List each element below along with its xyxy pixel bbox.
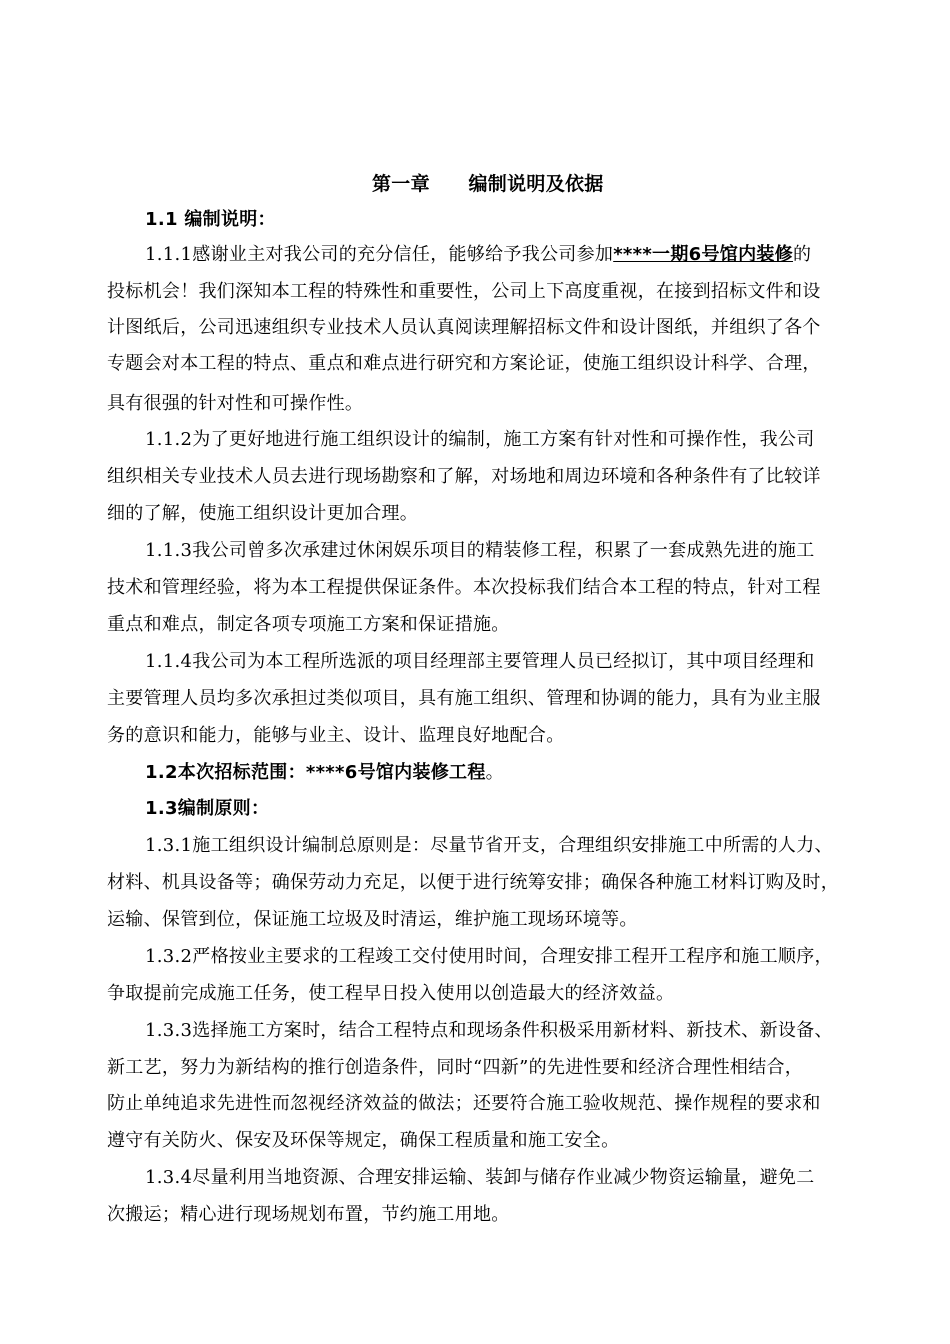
paragraph-1-3-2-line-1: 1.3.2严格按业主要求的工程竣工交付使用时间，合理安排工程开工程序和施工顺序， xyxy=(145,946,833,967)
paragraph-1-3-3-line-1: 1.3.3选择施工方案时，结合工程特点和现场条件积极采用新材料、新技术、新设备、 xyxy=(145,1020,833,1041)
paragraph-1-1-3-line-2: 技术和管理经验，将为本工程提供保证条件。本次投标我们结合本工程的特点，针对工程 xyxy=(107,577,821,598)
section-heading-1-3: 1.3编制原则： xyxy=(145,798,270,819)
paragraph-1-3-2-line-2: 争取提前完成施工任务，使工程早日投入使用以创造最大的经济效益。 xyxy=(107,983,675,1004)
paragraph-1-3-3-line-4: 遵守有关防火、保安及环保等规定，确保工程质量和施工安全。 xyxy=(107,1130,620,1151)
paragraph-1-3-1-line-1: 1.3.1施工组织设计编制总原则是：尽量节省开支，合理组织安排施工中所需的人力、 xyxy=(145,835,833,856)
paragraph-1-3-4-line-1: 1.3.4尽量利用当地资源、合理安排运输、装卸与储存作业减少物资运输量，避免二 xyxy=(145,1167,815,1188)
paragraph-1-1-1-line-1 xyxy=(145,243,811,267)
paragraph-1-1-1-line-2: 投标机会！我们深知本工程的特殊性和重要性，公司上下高度重视，在接到招标文件和设 xyxy=(107,281,821,302)
bid-scope-tail: 。 xyxy=(485,762,504,783)
paragraph-1-3-3-line-2: 新工艺，努力为新结构的推行创造条件，同时“四新”的先进性要和经济合理性相结合， xyxy=(107,1057,804,1078)
paragraph-1-1-1-line-4: 专题会对本工程的特点、重点和难点进行研究和方案论证，使施工组织设计科学、合理， xyxy=(107,353,821,374)
paragraph-text: 1.1.1感谢业主对我公司的充分信任，能够给予我公司参加 xyxy=(145,244,614,265)
paragraph-1-3-4-line-2: 次搬运；精心进行现场规划布置，节约施工用地。 xyxy=(107,1204,510,1225)
paragraph-1-1-1-line-3: 计图纸后，公司迅速组织专业技术人员认真阅读理解招标文件和设计图纸，并组织了各个 xyxy=(107,317,821,338)
chapter-title: 第一章 编制说明及依据 xyxy=(372,173,604,195)
bid-scope-label: 1.2本次招标范围：****6号馆内装修工程 xyxy=(145,762,486,783)
paragraph-1-1-2-line-3: 细的了解，使施工组织设计更加合理。 xyxy=(107,503,419,524)
paragraph-1-3-1-line-3: 运输、保管到位，保证施工垃圾及时清运，维护施工现场环境等。 xyxy=(107,909,638,930)
paragraph-1-1-4-line-2: 主要管理人员均多次承担过类似项目，具有施工组织、管理和协调的能力，具有为业主服 xyxy=(107,688,821,709)
paragraph-1-1-2-line-2: 组织相关专业技术人员去进行现场勘察和了解，对场地和周边环境和各种条件有了比较详 xyxy=(107,466,821,487)
paragraph-1-1-4-line-3: 务的意识和能力，能够与业主、设计、监理良好地配合。 xyxy=(107,725,565,746)
paragraph-1-1-2-line-1: 1.1.2为了更好地进行施工组织设计的编制，施工方案有针对性和可操作性，我公司 xyxy=(145,429,815,450)
section-heading-1-1: 1.1 编制说明： xyxy=(145,209,276,230)
project-name-underlined: ****一期6号馆内装修 xyxy=(613,244,793,265)
section-heading-1-2 xyxy=(145,761,504,785)
paragraph-1-3-1-line-2: 材料、机具设备等；确保劳动力充足，以便于进行统筹安排；确保各种施工材料订购及时， xyxy=(107,872,839,893)
paragraph-text: 的 xyxy=(792,244,812,265)
paragraph-1-1-3-line-3: 重点和难点，制定各项专项施工方案和保证措施。 xyxy=(107,614,510,635)
paragraph-1-3-3-line-3: 防止单纯追求先进性而忽视经济效益的做法；还要符合施工验收规范、操作规程的要求和 xyxy=(107,1093,821,1114)
paragraph-1-1-4-line-1: 1.1.4我公司为本工程所选派的项目经理部主要管理人员已经拟订，其中项目经理和 xyxy=(145,651,815,672)
paragraph-1-1-1-line-5: 具有很强的针对性和可操作性。 xyxy=(107,393,364,414)
paragraph-1-1-3-line-1: 1.1.3我公司曾多次承建过休闲娱乐项目的精装修工程，积累了一套成熟先进的施工 xyxy=(145,540,815,561)
